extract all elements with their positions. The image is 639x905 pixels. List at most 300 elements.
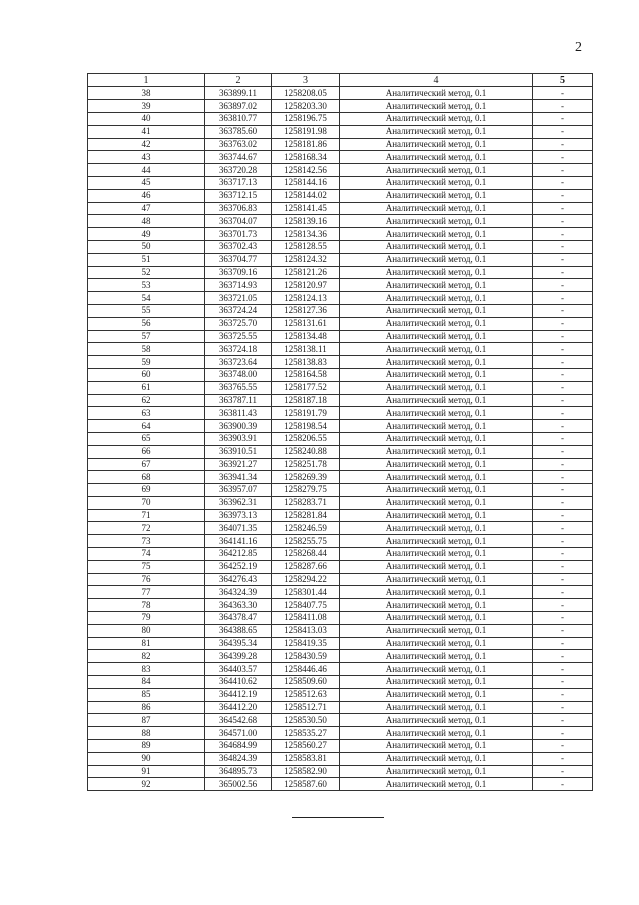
note-cell: - — [533, 701, 593, 714]
y-coordinate-cell: 1258512.63 — [272, 688, 340, 701]
y-coordinate-cell: 1258138.83 — [272, 356, 340, 369]
method-accuracy-cell: Аналитический метод, 0.1 — [340, 151, 533, 164]
column-header-5: 5 — [533, 74, 593, 87]
x-coordinate-cell: 363702.43 — [205, 240, 272, 253]
y-coordinate-cell: 1258142.56 — [272, 164, 340, 177]
point-number-cell: 39 — [88, 100, 205, 113]
table-row — [88, 445, 593, 458]
x-coordinate-cell: 364141.16 — [205, 535, 272, 548]
table-row — [88, 304, 593, 317]
point-number-cell: 57 — [88, 330, 205, 343]
table-row — [88, 394, 593, 407]
point-number-cell: 75 — [88, 560, 205, 573]
method-accuracy-cell: Аналитический метод, 0.1 — [340, 112, 533, 125]
table-row — [88, 151, 593, 164]
point-number-cell: 50 — [88, 240, 205, 253]
table-row — [88, 279, 593, 292]
x-coordinate-cell: 363724.24 — [205, 304, 272, 317]
method-accuracy-cell: Аналитический метод, 0.1 — [340, 663, 533, 676]
note-cell: - — [533, 573, 593, 586]
x-coordinate-cell: 363704.07 — [205, 215, 272, 228]
x-coordinate-cell: 364276.43 — [205, 573, 272, 586]
y-coordinate-cell: 1258168.34 — [272, 151, 340, 164]
point-number-cell: 60 — [88, 368, 205, 381]
table-row — [88, 368, 593, 381]
y-coordinate-cell: 1258255.75 — [272, 535, 340, 548]
point-number-cell: 73 — [88, 535, 205, 548]
y-coordinate-cell: 1258240.88 — [272, 445, 340, 458]
y-coordinate-cell: 1258509.60 — [272, 676, 340, 689]
method-accuracy-cell: Аналитический метод, 0.1 — [340, 714, 533, 727]
y-coordinate-cell: 1258268.44 — [272, 548, 340, 561]
x-coordinate-cell: 364895.73 — [205, 765, 272, 778]
y-coordinate-cell: 1258128.55 — [272, 240, 340, 253]
y-coordinate-cell: 1258251.78 — [272, 458, 340, 471]
y-coordinate-cell: 1258583.81 — [272, 752, 340, 765]
y-coordinate-cell: 1258144.16 — [272, 176, 340, 189]
note-cell: - — [533, 688, 593, 701]
bottom-separator-line — [292, 817, 384, 818]
x-coordinate-cell: 363709.16 — [205, 266, 272, 279]
x-coordinate-cell: 364824.39 — [205, 752, 272, 765]
x-coordinate-cell: 364395.34 — [205, 637, 272, 650]
point-number-cell: 41 — [88, 125, 205, 138]
y-coordinate-cell: 1258177.52 — [272, 381, 340, 394]
note-cell: - — [533, 445, 593, 458]
y-coordinate-cell: 1258287.66 — [272, 560, 340, 573]
method-accuracy-cell: Аналитический метод, 0.1 — [340, 484, 533, 497]
method-accuracy-cell: Аналитический метод, 0.1 — [340, 548, 533, 561]
note-cell: - — [533, 202, 593, 215]
point-number-cell: 91 — [88, 765, 205, 778]
method-accuracy-cell: Аналитический метод, 0.1 — [340, 343, 533, 356]
method-accuracy-cell: Аналитический метод, 0.1 — [340, 688, 533, 701]
method-accuracy-cell: Аналитический метод, 0.1 — [340, 420, 533, 433]
method-accuracy-cell: Аналитический метод, 0.1 — [340, 458, 533, 471]
method-accuracy-cell: Аналитический метод, 0.1 — [340, 368, 533, 381]
x-coordinate-cell: 363787.11 — [205, 394, 272, 407]
note-cell: - — [533, 420, 593, 433]
x-coordinate-cell: 363941.34 — [205, 471, 272, 484]
method-accuracy-cell: Аналитический метод, 0.1 — [340, 317, 533, 330]
method-accuracy-cell: Аналитический метод, 0.1 — [340, 650, 533, 663]
note-cell: - — [533, 612, 593, 625]
y-coordinate-cell: 1258560.27 — [272, 740, 340, 753]
x-coordinate-cell: 363704.77 — [205, 253, 272, 266]
method-accuracy-cell: Аналитический метод, 0.1 — [340, 740, 533, 753]
note-cell: - — [533, 407, 593, 420]
point-number-cell: 44 — [88, 164, 205, 177]
table-row — [88, 637, 593, 650]
point-number-cell: 88 — [88, 727, 205, 740]
method-accuracy-cell: Аналитический метод, 0.1 — [340, 202, 533, 215]
point-number-cell: 40 — [88, 112, 205, 125]
table-row — [88, 484, 593, 497]
x-coordinate-cell: 363725.55 — [205, 330, 272, 343]
method-accuracy-cell: Аналитический метод, 0.1 — [340, 727, 533, 740]
table-row — [88, 164, 593, 177]
table-row — [88, 330, 593, 343]
note-cell: - — [533, 765, 593, 778]
y-coordinate-cell: 1258164.58 — [272, 368, 340, 381]
note-cell: - — [533, 266, 593, 279]
x-coordinate-cell: 363717.13 — [205, 176, 272, 189]
x-coordinate-cell: 363910.51 — [205, 445, 272, 458]
y-coordinate-cell: 1258407.75 — [272, 599, 340, 612]
note-cell: - — [533, 586, 593, 599]
y-coordinate-cell: 1258208.05 — [272, 87, 340, 100]
note-cell: - — [533, 228, 593, 241]
y-coordinate-cell: 1258279.75 — [272, 484, 340, 497]
y-coordinate-cell: 1258413.03 — [272, 624, 340, 637]
y-coordinate-cell: 1258587.60 — [272, 778, 340, 791]
table-row — [88, 407, 593, 420]
table-body — [88, 87, 593, 791]
method-accuracy-cell: Аналитический метод, 0.1 — [340, 778, 533, 791]
method-accuracy-cell: Аналитический метод, 0.1 — [340, 573, 533, 586]
method-accuracy-cell: Аналитический метод, 0.1 — [340, 407, 533, 420]
method-accuracy-cell: Аналитический метод, 0.1 — [340, 189, 533, 202]
x-coordinate-cell: 364388.65 — [205, 624, 272, 637]
note-cell: - — [533, 548, 593, 561]
point-number-cell: 85 — [88, 688, 205, 701]
y-coordinate-cell: 1258294.22 — [272, 573, 340, 586]
method-accuracy-cell: Аналитический метод, 0.1 — [340, 586, 533, 599]
table-row — [88, 100, 593, 113]
table-row — [88, 778, 593, 791]
note-cell: - — [533, 522, 593, 535]
note-cell: - — [533, 279, 593, 292]
column-header-2: 2 — [205, 74, 272, 87]
point-number-cell: 46 — [88, 189, 205, 202]
note-cell: - — [533, 752, 593, 765]
x-coordinate-cell: 363811.43 — [205, 407, 272, 420]
y-coordinate-cell: 1258138.11 — [272, 343, 340, 356]
table-row — [88, 765, 593, 778]
note-cell: - — [533, 778, 593, 791]
note-cell: - — [533, 253, 593, 266]
x-coordinate-cell: 364212.85 — [205, 548, 272, 561]
point-number-cell: 81 — [88, 637, 205, 650]
note-cell: - — [533, 317, 593, 330]
point-number-cell: 58 — [88, 343, 205, 356]
x-coordinate-cell: 363720.28 — [205, 164, 272, 177]
table-row — [88, 343, 593, 356]
point-number-cell: 89 — [88, 740, 205, 753]
point-number-cell: 71 — [88, 509, 205, 522]
point-number-cell: 79 — [88, 612, 205, 625]
y-coordinate-cell: 1258246.59 — [272, 522, 340, 535]
table-row — [88, 573, 593, 586]
method-accuracy-cell: Аналитический метод, 0.1 — [340, 535, 533, 548]
table-row — [88, 548, 593, 561]
note-cell: - — [533, 458, 593, 471]
point-number-cell: 52 — [88, 266, 205, 279]
method-accuracy-cell: Аналитический метод, 0.1 — [340, 676, 533, 689]
table-row — [88, 253, 593, 266]
note-cell: - — [533, 432, 593, 445]
table-row — [88, 215, 593, 228]
y-coordinate-cell: 1258127.36 — [272, 304, 340, 317]
y-coordinate-cell: 1258131.61 — [272, 317, 340, 330]
note-cell: - — [533, 394, 593, 407]
note-cell: - — [533, 624, 593, 637]
method-accuracy-cell: Аналитический метод, 0.1 — [340, 765, 533, 778]
x-coordinate-cell: 363724.18 — [205, 343, 272, 356]
note-cell: - — [533, 714, 593, 727]
point-number-cell: 72 — [88, 522, 205, 535]
x-coordinate-cell: 363714.93 — [205, 279, 272, 292]
table-row — [88, 701, 593, 714]
x-coordinate-cell: 364378.47 — [205, 612, 272, 625]
table-row — [88, 714, 593, 727]
x-coordinate-cell: 364071.35 — [205, 522, 272, 535]
y-coordinate-cell: 1258181.86 — [272, 138, 340, 151]
page-number: 2 — [575, 40, 582, 55]
table-row — [88, 189, 593, 202]
y-coordinate-cell: 1258191.98 — [272, 125, 340, 138]
method-accuracy-cell: Аналитический метод, 0.1 — [340, 228, 533, 241]
method-accuracy-cell: Аналитический метод, 0.1 — [340, 509, 533, 522]
table-row — [88, 266, 593, 279]
table-row — [88, 676, 593, 689]
note-cell: - — [533, 560, 593, 573]
point-number-cell: 45 — [88, 176, 205, 189]
table-row — [88, 125, 593, 138]
table-row — [88, 458, 593, 471]
point-number-cell: 74 — [88, 548, 205, 561]
point-number-cell: 76 — [88, 573, 205, 586]
x-coordinate-cell: 365002.56 — [205, 778, 272, 791]
y-coordinate-cell: 1258120.97 — [272, 279, 340, 292]
y-coordinate-cell: 1258411.08 — [272, 612, 340, 625]
method-accuracy-cell: Аналитический метод, 0.1 — [340, 612, 533, 625]
note-cell: - — [533, 663, 593, 676]
note-cell: - — [533, 189, 593, 202]
x-coordinate-cell: 363701.73 — [205, 228, 272, 241]
point-number-cell: 80 — [88, 624, 205, 637]
point-number-cell: 42 — [88, 138, 205, 151]
x-coordinate-cell: 364399.28 — [205, 650, 272, 663]
table-row — [88, 317, 593, 330]
x-coordinate-cell: 363748.00 — [205, 368, 272, 381]
method-accuracy-cell: Аналитический метод, 0.1 — [340, 125, 533, 138]
y-coordinate-cell: 1258283.71 — [272, 496, 340, 509]
y-coordinate-cell: 1258530.50 — [272, 714, 340, 727]
table-header-row — [88, 74, 593, 87]
note-cell: - — [533, 637, 593, 650]
x-coordinate-cell: 363900.39 — [205, 420, 272, 433]
x-coordinate-cell: 363744.67 — [205, 151, 272, 164]
y-coordinate-cell: 1258124.32 — [272, 253, 340, 266]
note-cell: - — [533, 176, 593, 189]
y-coordinate-cell: 1258196.75 — [272, 112, 340, 125]
method-accuracy-cell: Аналитический метод, 0.1 — [340, 496, 533, 509]
point-number-cell: 82 — [88, 650, 205, 663]
y-coordinate-cell: 1258144.02 — [272, 189, 340, 202]
point-number-cell: 83 — [88, 663, 205, 676]
point-number-cell: 59 — [88, 356, 205, 369]
method-accuracy-cell: Аналитический метод, 0.1 — [340, 138, 533, 151]
x-coordinate-cell: 364403.57 — [205, 663, 272, 676]
y-coordinate-cell: 1258582.90 — [272, 765, 340, 778]
y-coordinate-cell: 1258419.35 — [272, 637, 340, 650]
method-accuracy-cell: Аналитический метод, 0.1 — [340, 522, 533, 535]
note-cell: - — [533, 381, 593, 394]
table-row — [88, 496, 593, 509]
x-coordinate-cell: 363810.77 — [205, 112, 272, 125]
point-number-cell: 65 — [88, 432, 205, 445]
point-number-cell: 90 — [88, 752, 205, 765]
table-row — [88, 87, 593, 100]
note-cell: - — [533, 676, 593, 689]
note-cell: - — [533, 304, 593, 317]
note-cell: - — [533, 650, 593, 663]
x-coordinate-cell: 363899.11 — [205, 87, 272, 100]
note-cell: - — [533, 112, 593, 125]
y-coordinate-cell: 1258269.39 — [272, 471, 340, 484]
y-coordinate-cell: 1258512.71 — [272, 701, 340, 714]
coordinates-table — [87, 73, 593, 791]
y-coordinate-cell: 1258203.30 — [272, 100, 340, 113]
point-number-cell: 48 — [88, 215, 205, 228]
x-coordinate-cell: 363723.64 — [205, 356, 272, 369]
method-accuracy-cell: Аналитический метод, 0.1 — [340, 394, 533, 407]
table-row — [88, 688, 593, 701]
x-coordinate-cell: 364252.19 — [205, 560, 272, 573]
point-number-cell: 66 — [88, 445, 205, 458]
method-accuracy-cell: Аналитический метод, 0.1 — [340, 176, 533, 189]
point-number-cell: 86 — [88, 701, 205, 714]
table-row — [88, 752, 593, 765]
point-number-cell: 61 — [88, 381, 205, 394]
point-number-cell: 78 — [88, 599, 205, 612]
table-row — [88, 202, 593, 215]
column-header-3: 3 — [272, 74, 340, 87]
y-coordinate-cell: 1258134.36 — [272, 228, 340, 241]
point-number-cell: 69 — [88, 484, 205, 497]
x-coordinate-cell: 363921.27 — [205, 458, 272, 471]
table-row — [88, 650, 593, 663]
note-cell: - — [533, 509, 593, 522]
table-row — [88, 663, 593, 676]
table-row — [88, 228, 593, 241]
point-number-cell: 92 — [88, 778, 205, 791]
table-row — [88, 586, 593, 599]
method-accuracy-cell: Аналитический метод, 0.1 — [340, 637, 533, 650]
x-coordinate-cell: 364542.68 — [205, 714, 272, 727]
y-coordinate-cell: 1258141.45 — [272, 202, 340, 215]
x-coordinate-cell: 364410.62 — [205, 676, 272, 689]
point-number-cell: 68 — [88, 471, 205, 484]
y-coordinate-cell: 1258535.27 — [272, 727, 340, 740]
point-number-cell: 67 — [88, 458, 205, 471]
note-cell: - — [533, 164, 593, 177]
note-cell: - — [533, 471, 593, 484]
table-row — [88, 381, 593, 394]
y-coordinate-cell: 1258139.16 — [272, 215, 340, 228]
method-accuracy-cell: Аналитический метод, 0.1 — [340, 599, 533, 612]
point-number-cell: 43 — [88, 151, 205, 164]
y-coordinate-cell: 1258134.48 — [272, 330, 340, 343]
y-coordinate-cell: 1258124.13 — [272, 292, 340, 305]
note-cell: - — [533, 87, 593, 100]
method-accuracy-cell: Аналитический метод, 0.1 — [340, 560, 533, 573]
method-accuracy-cell: Аналитический метод, 0.1 — [340, 432, 533, 445]
table-row — [88, 292, 593, 305]
point-number-cell: 55 — [88, 304, 205, 317]
method-accuracy-cell: Аналитический метод, 0.1 — [340, 240, 533, 253]
method-accuracy-cell: Аналитический метод, 0.1 — [340, 381, 533, 394]
note-cell: - — [533, 240, 593, 253]
point-number-cell: 87 — [88, 714, 205, 727]
table-row — [88, 112, 593, 125]
table-row — [88, 138, 593, 151]
point-number-cell: 56 — [88, 317, 205, 330]
note-cell: - — [533, 496, 593, 509]
table-row — [88, 356, 593, 369]
method-accuracy-cell: Аналитический метод, 0.1 — [340, 624, 533, 637]
table-row — [88, 420, 593, 433]
method-accuracy-cell: Аналитический метод, 0.1 — [340, 304, 533, 317]
note-cell: - — [533, 727, 593, 740]
note-cell: - — [533, 484, 593, 497]
note-cell: - — [533, 343, 593, 356]
note-cell: - — [533, 151, 593, 164]
x-coordinate-cell: 363903.91 — [205, 432, 272, 445]
y-coordinate-cell: 1258198.54 — [272, 420, 340, 433]
table-row — [88, 535, 593, 548]
y-coordinate-cell: 1258121.26 — [272, 266, 340, 279]
x-coordinate-cell: 364412.20 — [205, 701, 272, 714]
note-cell: - — [533, 215, 593, 228]
y-coordinate-cell: 1258281.84 — [272, 509, 340, 522]
y-coordinate-cell: 1258430.59 — [272, 650, 340, 663]
note-cell: - — [533, 368, 593, 381]
method-accuracy-cell: Аналитический метод, 0.1 — [340, 266, 533, 279]
x-coordinate-cell: 364412.19 — [205, 688, 272, 701]
method-accuracy-cell: Аналитический метод, 0.1 — [340, 87, 533, 100]
method-accuracy-cell: Аналитический метод, 0.1 — [340, 100, 533, 113]
point-number-cell: 63 — [88, 407, 205, 420]
table-row — [88, 612, 593, 625]
method-accuracy-cell: Аналитический метод, 0.1 — [340, 471, 533, 484]
point-number-cell: 70 — [88, 496, 205, 509]
note-cell: - — [533, 125, 593, 138]
y-coordinate-cell: 1258191.79 — [272, 407, 340, 420]
table-row — [88, 624, 593, 637]
method-accuracy-cell: Аналитический метод, 0.1 — [340, 279, 533, 292]
point-number-cell: 77 — [88, 586, 205, 599]
x-coordinate-cell: 363763.02 — [205, 138, 272, 151]
column-header-1: 1 — [88, 74, 205, 87]
point-number-cell: 64 — [88, 420, 205, 433]
note-cell: - — [533, 740, 593, 753]
x-coordinate-cell: 363957.07 — [205, 484, 272, 497]
y-coordinate-cell: 1258187.18 — [272, 394, 340, 407]
x-coordinate-cell: 363712.15 — [205, 189, 272, 202]
table-row — [88, 176, 593, 189]
table-row — [88, 740, 593, 753]
x-coordinate-cell: 363962.31 — [205, 496, 272, 509]
y-coordinate-cell: 1258446.46 — [272, 663, 340, 676]
note-cell: - — [533, 138, 593, 151]
column-header-4: 4 — [340, 74, 533, 87]
point-number-cell: 54 — [88, 292, 205, 305]
x-coordinate-cell: 363706.83 — [205, 202, 272, 215]
table-row — [88, 560, 593, 573]
table-row — [88, 471, 593, 484]
